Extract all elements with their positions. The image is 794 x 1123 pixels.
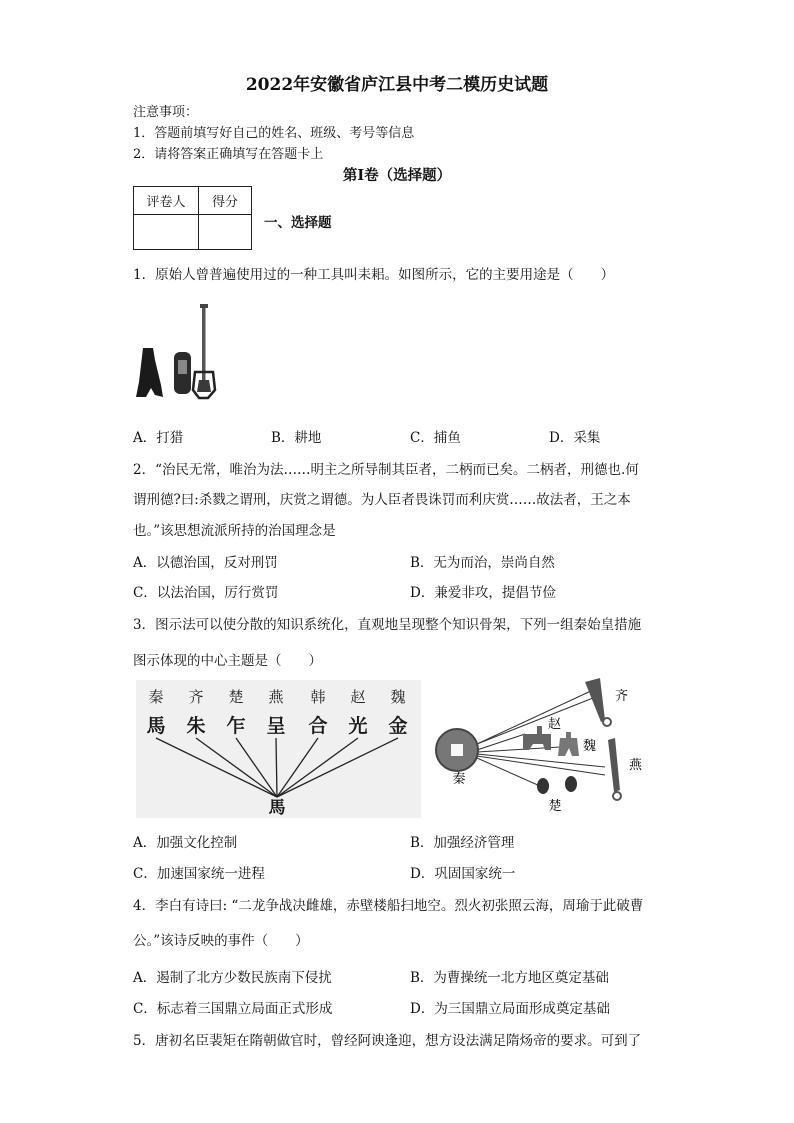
q4-option-a: A．遏制了北方少数民族南下侵扰 <box>133 970 332 986</box>
notice-item-2: 2．请将答案正确填写在答题卡上 <box>133 147 324 162</box>
q3-state-zhao: 赵 <box>350 688 366 706</box>
q3-state-qin: 秦 <box>148 688 164 706</box>
score-table-cell-score <box>199 215 252 250</box>
q4-option-b: B．为曹操统一北方地区奠定基础 <box>410 970 609 986</box>
q3-label-qi: 齐 <box>615 689 629 704</box>
q2-line-2: 谓刑德?曰:杀戮之谓刑，庆赏之谓德。为人臣者畏诛罚而利庆赏……故法者，王之本 <box>133 492 631 508</box>
q3-state-han: 韩 <box>310 688 326 706</box>
score-table-header-score: 得分 <box>199 187 252 215</box>
section-title: 一、选择题 <box>264 215 332 231</box>
page-title: 2022年安徽省庐江县中考二模历史试题 <box>245 75 549 95</box>
q2-line-3: 也。”该思想流派所持的治国理念是 <box>133 523 336 539</box>
q3-state-wei: 魏 <box>390 688 406 706</box>
q1-stem: 1．原始人曾普遍使用过的一种工具叫耒耜。如图所示，它的主要用途是（ ） <box>133 267 615 283</box>
q4-line-2: 公。”该诗反映的事件（ ） <box>133 933 309 949</box>
q1-lei-si-tools-image <box>133 300 228 405</box>
volume-title: 第I卷（选择题） <box>342 167 452 184</box>
q5-line-1: 5．唐初名臣裴矩在隋朝做官时，曾经阿谀逢迎，想方设法满足隋炀帝的要求。可到了 <box>133 1033 642 1049</box>
q3-script-unification-figure <box>136 680 421 818</box>
q3-glyph-chu: 乍 <box>226 715 246 737</box>
score-table <box>133 186 252 250</box>
q3-option-b: B．加强经济管理 <box>410 835 515 851</box>
q2-line-1: 2．“治民无常，唯治为法……明主之所导制其臣者，二柄而已矣。二柄者，刑德也.何 <box>133 462 639 478</box>
q3-state-chu: 楚 <box>228 688 244 706</box>
q3-label-zhao: 赵 <box>548 717 562 732</box>
q1-option-b: B．耕地 <box>271 430 322 446</box>
q2-option-b: B．无为而治，崇尚自然 <box>410 555 555 571</box>
q1-option-d: D．采集 <box>549 430 601 446</box>
score-table-cell-grader <box>134 215 199 250</box>
notice-heading: 注意事项： <box>133 105 199 120</box>
notice-item-1: 1．答题前填写好自己的姓名、班级、考号等信息 <box>133 126 415 141</box>
q1-option-c: C．捕鱼 <box>410 430 461 446</box>
q3-option-a: A．加强文化控制 <box>133 835 238 851</box>
q1-option-a: A．打猎 <box>133 430 184 446</box>
q3-option-d: D．巩固国家统一 <box>410 866 516 882</box>
q3-label-yan: 燕 <box>629 758 643 773</box>
q3-glyph-qin: 馬 <box>146 715 166 737</box>
q4-line-1: 4．李白有诗曰: “二龙争战决雌雄，赤壁楼船扫地空。烈火初张照云海，周瑜于此破曹 <box>133 898 644 914</box>
q3-glyph-unified: 馬 <box>268 798 286 818</box>
q2-option-d: D．兼爱非攻，提倡节俭 <box>410 585 556 601</box>
q3-line-2: 图示体现的中心主题是（ ） <box>133 653 322 669</box>
q3-label-wei: 魏 <box>583 739 597 754</box>
q2-option-c: C．以法治国，厉行赏罚 <box>133 585 279 601</box>
q3-state-qi: 齐 <box>188 688 204 706</box>
q3-option-c: C．加速国家统一进程 <box>133 866 265 882</box>
q3-glyph-qi: 朱 <box>186 715 206 737</box>
q3-state-yan: 燕 <box>268 688 284 706</box>
q3-label-qin: 秦 <box>452 772 466 787</box>
q3-glyph-zhao: 光 <box>348 715 368 737</box>
q4-option-c: C．标志着三国鼎立局面正式形成 <box>133 1001 333 1017</box>
q2-option-a: A．以德治国，反对刑罚 <box>133 555 278 571</box>
q4-option-d: D．为三国鼎立局面形成奠定基础 <box>410 1001 610 1017</box>
q3-line-1: 3．图示法可以使分散的知识系统化，直观地呈现整个知识骨架，下列一组秦始皇措施 <box>133 617 642 633</box>
q3-label-chu: 楚 <box>548 799 562 814</box>
q3-glyph-han: 合 <box>308 715 328 737</box>
score-table-header-grader: 评卷人 <box>134 187 199 215</box>
q3-glyph-wei: 金 <box>388 715 408 737</box>
q3-currency-unification-figure <box>425 672 665 820</box>
q3-glyph-yan: 呈 <box>266 715 286 737</box>
